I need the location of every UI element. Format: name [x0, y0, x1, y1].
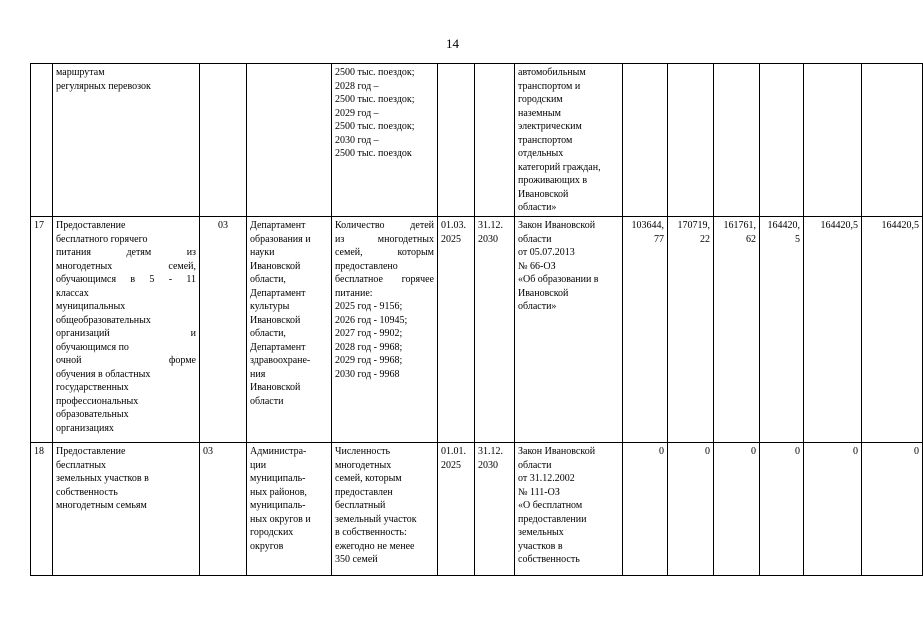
executor-cell	[247, 443, 332, 576]
executor-cell-line: ции	[250, 459, 267, 471]
measure-name-cell-line: многодетным семьям	[56, 500, 147, 511]
end-date-cell	[475, 217, 515, 443]
executor-cell-line: Ивановской	[250, 314, 301, 326]
funding-cell-1	[623, 217, 668, 443]
indicator-cell-line: семей, которым	[335, 473, 402, 484]
funding-cell-2	[668, 443, 714, 576]
row-number-cell	[31, 64, 53, 217]
indicator-cell-line: 2030 год –	[335, 134, 379, 146]
funding-cell-6	[862, 217, 923, 443]
start-date-cell	[438, 217, 475, 443]
executor-cell-line: городских	[250, 527, 294, 538]
executor-cell-line: округов	[250, 540, 284, 552]
executor-cell-line: здравоохране-	[250, 355, 311, 366]
legal-basis-cell-line: Закон Ивановской	[518, 446, 596, 457]
measure-name-cell-line: Предоставление	[56, 446, 126, 457]
legal-basis-cell-line: от 05.07.2013	[518, 247, 575, 258]
executor-cell-line: ных округов и	[250, 513, 311, 525]
indicator-cell-line: предоставлено	[335, 260, 398, 272]
indicator-cell-line: бесплатное горячее	[335, 274, 434, 285]
funding-cell-1-line: 77	[654, 233, 664, 245]
indicator-cell-line: 2500 тыс. поездок;	[335, 94, 415, 105]
measure-name-cell-line: регулярных перевозок	[56, 80, 151, 92]
legal-basis-cell-line: собственность	[518, 554, 580, 565]
measure-name-cell-line: бесплатного горячего	[56, 233, 148, 245]
funding-cell-6	[862, 64, 923, 217]
funding-cell-1-line: 0	[659, 446, 664, 457]
executor-cell-line: культуры	[250, 301, 290, 312]
indicator-cell-line: Численность	[335, 446, 391, 457]
measure-name-cell-line: бесплатных	[56, 459, 107, 471]
funding-cell-4-line: 5	[795, 233, 800, 245]
indicator-cell	[332, 217, 438, 443]
start-date-cell-line: 01.01.	[441, 446, 466, 457]
indicator-cell-line: 2500 тыс. поездок;	[335, 121, 415, 132]
legal-basis-cell-line: области»	[518, 301, 557, 312]
funding-cell-1-line: 103644,	[631, 220, 664, 231]
legal-basis-cell-line: предоставлении	[518, 513, 587, 525]
measure-name-cell-line: Предоставление	[56, 220, 126, 231]
funding-cell-3	[714, 64, 760, 217]
table-row	[31, 64, 923, 217]
executor-cell-line: Департамент	[250, 220, 306, 231]
funding-cell-6-line: 0	[914, 446, 919, 457]
funding-cell-2	[668, 217, 714, 443]
funding-cell-3-line: 62	[746, 233, 756, 245]
executor-cell-line: науки	[250, 247, 275, 258]
executor-cell-line: ных районов,	[250, 486, 307, 498]
indicator-cell-line: 2500 тыс. поездок	[335, 148, 412, 159]
measure-name-cell-line: общеобразовательных	[56, 314, 151, 326]
funding-cell-3	[714, 217, 760, 443]
indicator-cell-line: 2025 год - 9156;	[335, 301, 403, 312]
measure-name-cell-line: земельных участков в	[56, 473, 149, 484]
measure-name-cell-line: профессиональных	[56, 395, 139, 407]
funding-cell-4-line: 0	[795, 446, 800, 457]
legal-basis-cell-line: транспортом	[518, 134, 573, 146]
executor-cell	[247, 217, 332, 443]
executor-cell-line: Департамент	[250, 341, 306, 353]
executor-cell-line: Ивановской	[250, 382, 301, 393]
measure-name-cell-line: собственность	[56, 486, 118, 498]
executor-cell-line: муниципаль-	[250, 473, 306, 484]
funding-cell-1	[623, 443, 668, 576]
legal-basis-cell-line: транспортом и	[518, 80, 581, 92]
legal-basis-cell-line: отдельных	[518, 148, 564, 159]
start-date-cell	[438, 64, 475, 217]
legal-basis-cell-line: электрическим	[518, 121, 582, 132]
measure-name-cell-line: обучения в областных	[56, 368, 151, 380]
funding-cell-4	[760, 217, 804, 443]
legal-basis-cell-line: Закон Ивановской	[518, 220, 596, 231]
table-row	[31, 443, 923, 576]
indicator-cell-line: питание:	[335, 287, 373, 299]
legal-basis-cell-line: наземным	[518, 107, 561, 119]
executor-cell-line: образования и	[250, 233, 311, 245]
executor-cell-line: Департамент	[250, 287, 306, 299]
legal-basis-cell-line: № 111-ОЗ	[518, 486, 560, 498]
measure-name-cell-line: классах	[56, 287, 89, 299]
measure-name-cell	[53, 64, 200, 217]
legal-basis-cell	[515, 443, 623, 576]
funding-cell-5	[804, 217, 862, 443]
legal-basis-cell-line: Ивановской	[518, 287, 569, 299]
measure-name-cell-line: маршрутам	[56, 67, 105, 78]
legal-basis-cell-line: Ивановской	[518, 188, 569, 200]
indicator-cell-line: земельный участок	[335, 513, 417, 525]
start-date-cell-line: 01.03.	[441, 220, 466, 231]
row-number-cell: 18	[31, 443, 53, 576]
indicator-cell-line: предоставлен	[335, 486, 393, 498]
funding-cell-3	[714, 443, 760, 576]
measure-name-cell-line: обучающимся по	[56, 341, 129, 353]
executor-cell-line: ния	[250, 368, 266, 380]
legal-basis-cell-line: № 66-ОЗ	[518, 260, 556, 272]
end-date-cell	[475, 443, 515, 576]
indicator-cell-line: 2027 год - 9902;	[335, 328, 403, 339]
measure-name-cell-line: питания детям из	[56, 247, 196, 258]
measure-name-cell-line: образовательных	[56, 409, 129, 420]
indicator-cell-line: ежегодно не менее	[335, 540, 415, 552]
legal-basis-cell-line: проживающих в	[518, 175, 588, 186]
indicator-cell-line: 2026 год - 10945;	[335, 314, 408, 326]
funding-cell-4	[760, 64, 804, 217]
executor-cell-line: Ивановской	[250, 260, 301, 272]
measure-name-cell-line: очной форме	[56, 355, 196, 366]
executor-cell-line: области,	[250, 274, 286, 285]
legal-basis-cell-line: участков в	[518, 540, 563, 552]
measure-name-cell-line: государственных	[56, 382, 129, 393]
measure-name-cell-line: обучающимся в 5 - 11	[56, 274, 196, 285]
funding-cell-6	[862, 443, 923, 576]
indicator-cell-line: 2029 год –	[335, 107, 379, 119]
measure-name-cell	[53, 217, 200, 443]
funding-cell-4-line: 164420,	[767, 220, 800, 231]
executor-cell-line: Администра-	[250, 446, 307, 457]
table-row	[31, 217, 923, 443]
legal-basis-cell-line: категорий граждан,	[518, 161, 601, 173]
funding-cell-5	[804, 64, 862, 217]
indicator-cell-line: бесплатный	[335, 500, 386, 511]
code-cell	[200, 64, 247, 217]
measure-name-cell-line: муниципальных	[56, 301, 126, 312]
funding-cell-4	[760, 443, 804, 576]
code-cell: 03	[200, 443, 247, 576]
legal-basis-cell-line: области	[518, 233, 552, 245]
legal-basis-cell-line: «О бесплатном	[518, 500, 583, 511]
funding-cell-2-line: 170719,	[677, 220, 710, 231]
start-date-cell-line: 2025	[441, 459, 461, 471]
funding-cell-3-line: 0	[751, 446, 756, 457]
legal-basis-cell-line: автомобильным	[518, 67, 586, 78]
legal-basis-cell	[515, 64, 623, 217]
measure-name-cell	[53, 443, 200, 576]
start-date-cell	[438, 443, 475, 576]
measure-name-cell-line: организациях	[56, 422, 114, 434]
funding-cell-3-line: 161761,	[723, 220, 756, 231]
indicator-cell-line: 2029 год - 9968;	[335, 355, 403, 366]
legal-basis-cell-line: «Об образовании в	[518, 274, 599, 285]
funding-cell-6-line: 164420,5	[881, 220, 919, 231]
legal-basis-cell-line: от 31.12.2002	[518, 473, 575, 484]
funding-cell-5	[804, 443, 862, 576]
indicator-cell-line: 2028 год –	[335, 80, 379, 92]
measure-name-cell-line: многодетных семей,	[56, 260, 196, 272]
indicator-cell	[332, 443, 438, 576]
legal-basis-cell-line: городским	[518, 94, 563, 105]
code-cell: 03	[200, 217, 247, 443]
legal-basis-cell	[515, 217, 623, 443]
page-number: 14	[446, 36, 459, 51]
indicator-cell	[332, 64, 438, 217]
end-date-cell-line: 31.12.	[478, 220, 503, 231]
funding-cell-2-line: 22	[700, 233, 710, 245]
end-date-cell-line: 31.12.	[478, 446, 503, 457]
legal-basis-cell-line: земельных	[518, 527, 564, 538]
row-number-cell: 17	[31, 217, 53, 443]
start-date-cell-line: 2025	[441, 233, 461, 245]
measures-table	[30, 63, 923, 576]
executor-cell-line: муниципаль-	[250, 500, 306, 511]
executor-cell-line: области	[250, 395, 284, 407]
legal-basis-cell-line: области»	[518, 202, 557, 213]
funding-cell-5-line: 0	[853, 446, 858, 457]
funding-cell-2	[668, 64, 714, 217]
indicator-cell-line: 2030 год - 9968	[335, 368, 400, 380]
funding-cell-2-line: 0	[705, 446, 710, 457]
end-date-cell-line: 2030	[478, 233, 498, 245]
indicator-cell-line: 2028 год - 9968;	[335, 341, 403, 353]
indicator-cell-line: 2500 тыс. поездок;	[335, 67, 415, 78]
executor-cell	[247, 64, 332, 217]
indicator-cell-line: Количество детей	[335, 220, 434, 231]
legal-basis-cell-line: области	[518, 459, 552, 471]
end-date-cell	[475, 64, 515, 217]
funding-cell-1	[623, 64, 668, 217]
funding-cell-5-line: 164420,5	[820, 220, 858, 231]
end-date-cell-line: 2030	[478, 459, 498, 471]
indicator-cell-line: в собственность:	[335, 527, 407, 538]
indicator-cell-line: из многодетных	[335, 233, 434, 245]
indicator-cell-line: 350 семей	[335, 554, 378, 565]
indicator-cell-line: семей, которым	[335, 247, 434, 258]
indicator-cell-line: многодетных	[335, 459, 392, 471]
measure-name-cell-line: организаций и	[56, 328, 196, 339]
executor-cell-line: области,	[250, 328, 286, 339]
